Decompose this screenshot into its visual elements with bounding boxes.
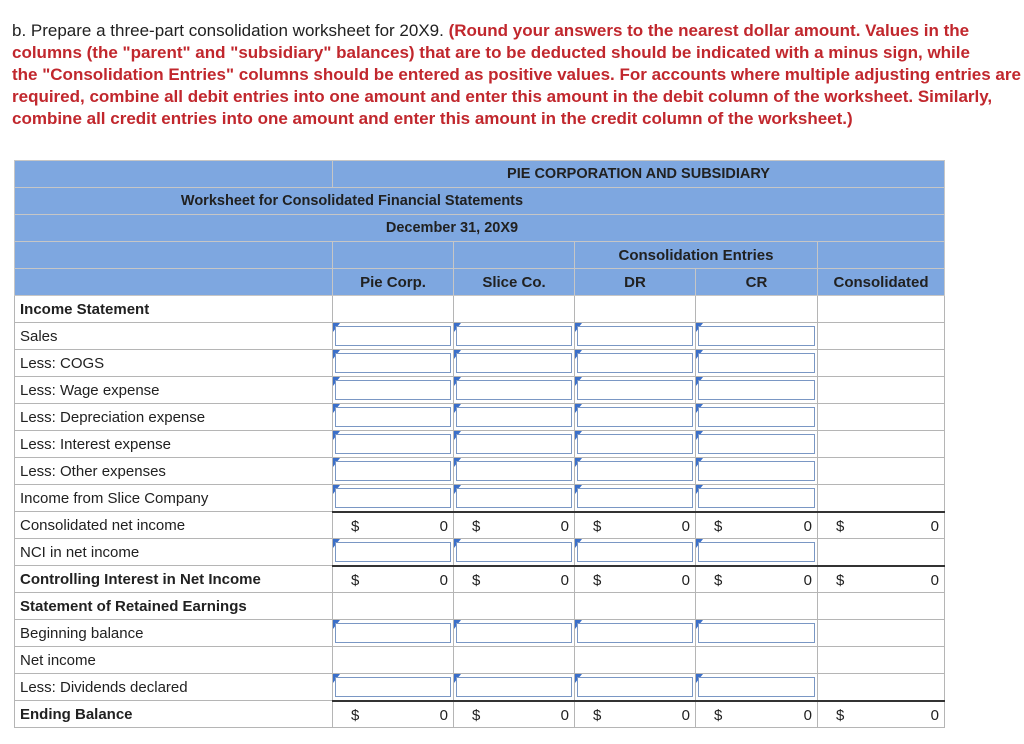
instruction-note: the "Consolidation Entries" columns should be entered as positive values. For accounts where multiple adjusting entries are	[12, 65, 1021, 84]
total-value-cr: 0	[803, 571, 812, 589]
amount-input-parent[interactable]	[335, 677, 451, 697]
instructions	[12, 20, 1024, 130]
amount-input-sub[interactable]	[456, 461, 572, 481]
row-label: Statement of Retained Earnings	[15, 593, 333, 620]
amount-input-dr[interactable]	[577, 461, 693, 481]
amount-input-dr[interactable]	[577, 488, 693, 508]
total-value-consolidated: 0	[930, 571, 939, 589]
currency-symbol: $	[472, 571, 481, 589]
total-value-dr: 0	[681, 706, 690, 724]
row-label: Controlling Interest in Net Income	[15, 566, 333, 593]
worksheet-row	[15, 647, 945, 674]
instruction-note: (Round your answers to the nearest dollar amount. Values in the	[448, 21, 970, 40]
worksheet-row	[15, 566, 945, 593]
row-label: Less: Dividends declared	[15, 674, 333, 701]
amount-input-parent[interactable]	[335, 542, 451, 562]
amount-input-parent[interactable]	[335, 407, 451, 427]
total-value-parent: 0	[439, 571, 448, 589]
amount-input-sub[interactable]	[456, 407, 572, 427]
amount-input-dr[interactable]	[577, 542, 693, 562]
amount-input-cr[interactable]	[698, 326, 815, 346]
amount-input-cr[interactable]	[698, 434, 815, 454]
amount-input-sub[interactable]	[456, 488, 572, 508]
worksheet-row	[15, 485, 945, 512]
total-value-dr: 0	[681, 571, 690, 589]
currency-symbol: $	[593, 706, 602, 724]
currency-symbol: $	[593, 571, 602, 589]
worksheet-row	[15, 701, 945, 728]
amount-input-parent[interactable]	[335, 434, 451, 454]
col-header-consolidated: Consolidated	[818, 269, 945, 296]
currency-symbol: $	[714, 517, 723, 535]
worksheet-row	[15, 620, 945, 647]
currency-symbol: $	[836, 517, 845, 535]
amount-input-sub[interactable]	[456, 434, 572, 454]
instruction-line	[12, 86, 1024, 108]
amount-input-dr[interactable]	[577, 380, 693, 400]
amount-input-parent[interactable]	[335, 623, 451, 643]
row-label: Less: Depreciation expense	[15, 404, 333, 431]
row-label: Net income	[15, 647, 333, 674]
currency-symbol: $	[836, 706, 845, 724]
amount-input-cr[interactable]	[698, 542, 815, 562]
amount-input-cr[interactable]	[698, 461, 815, 481]
amount-input-dr[interactable]	[577, 623, 693, 643]
consolidation-worksheet	[14, 160, 945, 728]
amount-input-sub[interactable]	[456, 542, 572, 562]
worksheet-row	[15, 431, 945, 458]
instruction-text: b. Prepare a three-part consolidation worksheet for 20X9.	[12, 21, 449, 40]
worksheet-row	[15, 674, 945, 701]
instruction-line	[12, 42, 1024, 64]
amount-input-sub[interactable]	[456, 353, 572, 373]
row-label: Income Statement	[15, 296, 333, 323]
amount-input-dr[interactable]	[577, 677, 693, 697]
row-label: Less: Interest expense	[15, 431, 333, 458]
amount-input-sub[interactable]	[456, 677, 572, 697]
currency-symbol: $	[351, 706, 360, 724]
total-value-consolidated: 0	[930, 706, 939, 724]
amount-input-dr[interactable]	[577, 407, 693, 427]
row-label: Consolidated net income	[15, 512, 333, 539]
worksheet-row	[15, 539, 945, 566]
instruction-note: required, combine all debit entries into one amount and enter this amount in the debit column of the worksheet. Similarly,	[12, 87, 993, 106]
currency-symbol: $	[714, 706, 723, 724]
currency-symbol: $	[351, 517, 360, 535]
amount-input-cr[interactable]	[698, 677, 815, 697]
instruction-line	[12, 108, 1024, 130]
total-value-cr: 0	[803, 517, 812, 535]
row-label: Less: Wage expense	[15, 377, 333, 404]
worksheet-row	[15, 458, 945, 485]
amount-input-parent[interactable]	[335, 380, 451, 400]
consolidation-entries-header: Consolidation Entries	[575, 242, 818, 269]
total-value-dr: 0	[681, 517, 690, 535]
total-value-parent: 0	[439, 517, 448, 535]
currency-symbol: $	[472, 517, 481, 535]
total-value-sub: 0	[560, 706, 569, 724]
total-value-parent: 0	[439, 706, 448, 724]
amount-input-parent[interactable]	[335, 353, 451, 373]
amount-input-sub[interactable]	[456, 380, 572, 400]
amount-input-dr[interactable]	[577, 434, 693, 454]
currency-symbol: $	[714, 571, 723, 589]
amount-input-dr[interactable]	[577, 326, 693, 346]
row-label: Less: COGS	[15, 350, 333, 377]
total-value-sub: 0	[560, 517, 569, 535]
worksheet-subtitle: Worksheet for Consolidated Financial Statements	[15, 188, 945, 215]
row-label: Income from Slice Company	[15, 485, 333, 512]
worksheet-row	[15, 350, 945, 377]
instruction-note: columns (the "parent" and "subsidiary" balances) that are to be deducted should be indicated with a minus sign, while	[12, 43, 970, 62]
worksheet-date: December 31, 20X9	[15, 215, 945, 242]
row-label: NCI in net income	[15, 539, 333, 566]
total-value-consolidated: 0	[930, 517, 939, 535]
instruction-note: combine all credit entries into one amount and enter this amount in the credit column of the worksheet.)	[12, 109, 853, 128]
col-header-cr: CR	[696, 269, 818, 296]
total-value-sub: 0	[560, 571, 569, 589]
amount-input-parent[interactable]	[335, 461, 451, 481]
amount-input-sub[interactable]	[456, 623, 572, 643]
worksheet-row	[15, 593, 945, 620]
currency-symbol: $	[472, 706, 481, 724]
col-header-parent: Pie Corp.	[333, 269, 454, 296]
amount-input-cr[interactable]	[698, 407, 815, 427]
worksheet-title: PIE CORPORATION AND SUBSIDIARY	[333, 161, 945, 188]
worksheet-row	[15, 296, 945, 323]
instruction-line	[12, 64, 1024, 86]
worksheet-row	[15, 323, 945, 350]
row-label: Sales	[15, 323, 333, 350]
row-label: Beginning balance	[15, 620, 333, 647]
amount-input-cr[interactable]	[698, 353, 815, 373]
col-header-dr: DR	[575, 269, 696, 296]
total-value-cr: 0	[803, 706, 812, 724]
worksheet-row	[15, 377, 945, 404]
currency-symbol: $	[351, 571, 360, 589]
row-label: Less: Other expenses	[15, 458, 333, 485]
amount-input-parent[interactable]	[335, 488, 451, 508]
worksheet-row	[15, 404, 945, 431]
header-spacer	[15, 161, 333, 188]
amount-input-sub[interactable]	[456, 326, 572, 346]
currency-symbol: $	[836, 571, 845, 589]
amount-input-cr[interactable]	[698, 488, 815, 508]
amount-input-cr[interactable]	[698, 380, 815, 400]
col-header-sub: Slice Co.	[454, 269, 575, 296]
row-label: Ending Balance	[15, 701, 333, 728]
amount-input-parent[interactable]	[335, 326, 451, 346]
currency-symbol: $	[593, 517, 602, 535]
instruction-line	[12, 20, 1024, 42]
worksheet-row	[15, 512, 945, 539]
amount-input-cr[interactable]	[698, 623, 815, 643]
amount-input-dr[interactable]	[577, 353, 693, 373]
